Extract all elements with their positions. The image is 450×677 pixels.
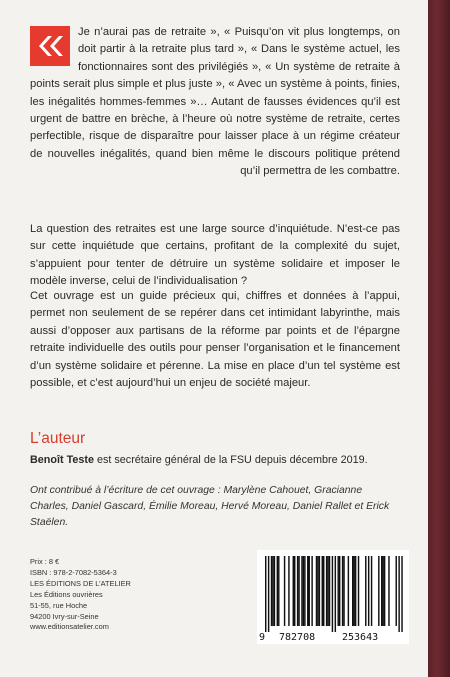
lead-quote-text: Je n’aurai pas de retraite », « Puisqu’on vit plus longtemps, on doit partir à la retraite plus tard », « Dans le système actuel, les fonctionnaires sont des privilégiés », « Un système de retraite à points serait plus simple et plus juste », « Avec un système à points, finies, les inégalités hommes-femmes »… Autant de fausses évidences qu’il est urgent de battre en brèche, à l’heure où notre système de retraite, certes perfectible, risque de disparaître pour laisser place à un régime créateur de nouvelles inégalités, quand bien même le discours politique prétend qu’il permettra de les combattre. (30, 26, 400, 178)
barcode-bar (309, 556, 310, 626)
barcode-bar (371, 556, 372, 626)
barcode-bar (304, 556, 305, 626)
barcode-bar (278, 556, 279, 626)
imprint-block (30, 557, 131, 633)
barcode-bar (322, 556, 323, 626)
barcode-bar (396, 556, 397, 626)
barcode-bar (329, 556, 330, 626)
barcode-bar (323, 556, 324, 626)
barcode-bar (339, 556, 340, 626)
barcode-bar (353, 556, 354, 626)
barcode-bar (288, 556, 289, 626)
barcode-bar (382, 556, 383, 626)
barcode-bar (338, 556, 339, 626)
barcode-bar (335, 556, 336, 632)
barcode-bar (271, 556, 272, 626)
barcode-bar (293, 556, 294, 626)
barcode-bar (401, 556, 402, 632)
barcode-bar (274, 556, 275, 626)
barcode-bar (352, 556, 353, 626)
author-name: Benoît Teste (30, 454, 94, 466)
book-spine (428, 0, 450, 677)
barcode-bar (294, 556, 295, 626)
barcode-bar (311, 556, 312, 626)
barcode-bar (272, 556, 273, 626)
paragraph-1: La question des retraites est une large source d’inquiétude. N’est-ce pas sur cette inquiétude que certains, profitant de la complexité du sujet, s’appuient pour tenter de détruire un système solidaire et imposer le modèle inverse, celui de l’individualisation ? (30, 223, 400, 288)
barcode-bar (355, 556, 356, 626)
barcode-bar (317, 556, 318, 626)
barcode-bar (368, 556, 369, 626)
barcode-bar (348, 556, 349, 626)
barcode-bar (326, 556, 327, 626)
author-line (30, 454, 400, 466)
contributors (30, 483, 400, 531)
barcode-bar (365, 556, 366, 626)
barcode-bar (265, 556, 266, 632)
publisher: LES ÉDITIONS DE L’ATELIER (30, 578, 131, 588)
barcode-bar (388, 556, 389, 626)
barcode-bars (257, 550, 409, 632)
barcode-first-digit: 9 (259, 632, 266, 643)
barcode-bar (307, 556, 308, 626)
street-address: 51-55, rue Hoche (30, 600, 88, 610)
barcode-bar (284, 556, 285, 626)
barcode-left-group: 782708 (279, 632, 316, 643)
barcode-bar (316, 556, 317, 626)
barcode-bar (378, 556, 379, 626)
barcode-bar (342, 556, 343, 626)
barcode-bar (332, 556, 333, 632)
author-bio: est secrétaire général de la FSU depuis décembre 2019. (94, 454, 368, 466)
price: Prix : 8 € (30, 557, 60, 566)
author-heading: L’auteur (30, 430, 86, 447)
barcode (257, 550, 409, 644)
imprint-name: Les Éditions ouvrières (30, 589, 103, 599)
barcode-bar (381, 556, 382, 626)
barcode-bar (358, 556, 359, 626)
contributors-text: Ont contribué à l’écriture de cet ouvrage : Marylène Cahouet, Gracianne Charles, Daniel Gascard, Émilie Moreau, Hervé Moreau, Daniel Rallet et Erick Staëlen. (30, 485, 390, 528)
website: www.editionsatelier.com (30, 622, 109, 632)
city-address: 94200 Ivry-sur-Seine (30, 611, 99, 621)
lead-quote-block (30, 24, 400, 181)
barcode-bar (319, 556, 320, 626)
paragraph-2: Cet ouvrage est un guide précieux qui, chiffres et données à l’appui, permet non seulement de se repérer dans cet intimidant labyrinthe, mais aussi d’opposer aux partisans de la réforme par points et de l’épargne retraite individuelle des outils pour penser l’organisation et le financement d’un système solidaire et pérenne. La mise en place d’un tel système est possible, et c’est aujourd’hui un enjeu de société majeur. (30, 290, 400, 390)
barcode-bar (277, 556, 278, 626)
barcode-bar (268, 556, 269, 632)
barcode-bar (343, 556, 344, 626)
barcode-bar (398, 556, 399, 632)
barcode-bar (301, 556, 302, 626)
barcode-bar (298, 556, 299, 626)
barcode-right-group: 253643 (342, 632, 379, 643)
barcode-bar (327, 556, 328, 626)
barcode-bar (297, 556, 298, 626)
barcode-bar (384, 556, 385, 626)
barcode-bar (303, 556, 304, 626)
isbn: ISBN : 978-2-7082-5364-3 (30, 567, 117, 577)
